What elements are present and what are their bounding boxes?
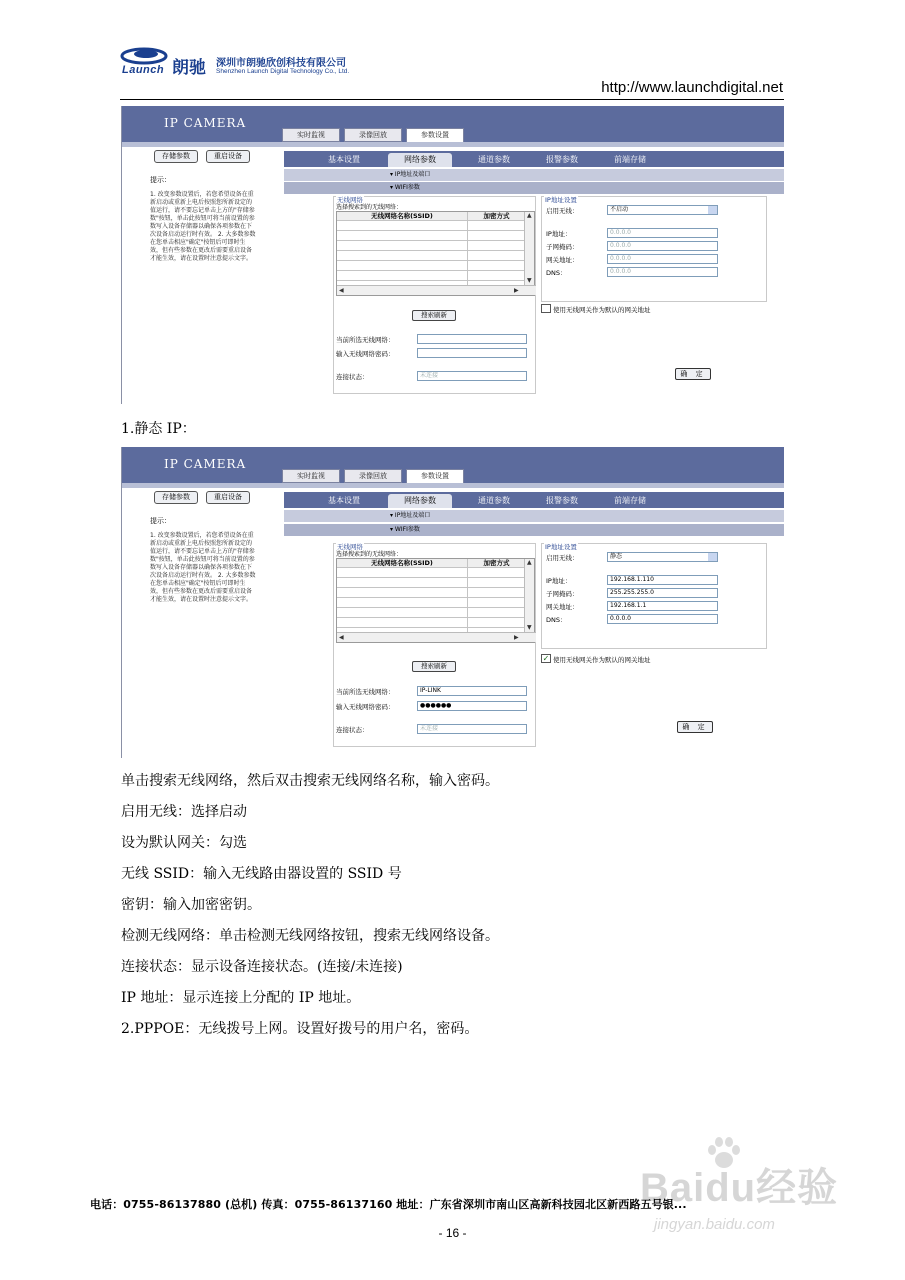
subnet-mask-label: 子网掩码： [546, 590, 579, 598]
wifi-legend: 无线网络 [337, 196, 363, 204]
nav-channel[interactable]: 通道参数 [478, 155, 510, 164]
title-strip [122, 142, 784, 147]
camera-ui-screenshot-2 [121, 447, 784, 758]
hint-text: 1. 改变参数设置后，若您希望设备在重新启动或重新上电后按照您所新设定的值运行，请不要忘记单击上方的"存储参数"按钮，单击此按钮可将当前设置的参数写入设备存储器以确保各项参数在下次设备启动运行时有效。 2. 大多数参数在您单击相应"确定"按钮后可即时生效，但有些参数在更改后需要重启设备才能生效，请在设置时注意提示文字。 [150, 191, 256, 262]
company-name-cn: 深圳市朗驰欣创科技有限公司 [216, 58, 346, 69]
camera-ui-screenshot-1 [121, 106, 784, 404]
ip-settings-group [541, 543, 767, 649]
status-label: 连接状态： [336, 373, 369, 381]
wifi-legend: 无线网络 [337, 543, 363, 551]
dns-label: DNS： [546, 269, 567, 277]
section-wifi[interactable]: ▾ WIFI参数 [284, 524, 784, 536]
watermark-main: Baidu经验 [640, 1166, 839, 1210]
logo-english: Launch [122, 64, 165, 76]
wifi-network-group [333, 196, 536, 394]
enable-wifi-select[interactable]: 不启动 [607, 205, 718, 215]
status-label: 连接状态： [336, 726, 369, 734]
ip-address-label: IP地址： [546, 230, 572, 238]
instruction-line: 连接状态：显示设备连接状态。(连接/未连接) [121, 959, 403, 975]
wifi-list[interactable] [336, 558, 535, 643]
nav-channel[interactable]: 通道参数 [478, 496, 510, 505]
left-panel [150, 491, 280, 604]
camera-title: IP CAMERA [164, 457, 247, 471]
enable-wifi-label: 启用无线： [546, 207, 579, 215]
nav-basic[interactable]: 基本设置 [328, 155, 360, 164]
col-encryption: 加密方式 [468, 559, 525, 567]
ip-address-field[interactable]: 0.0.0.0 [607, 228, 718, 238]
gateway-label: 网关地址： [546, 603, 579, 611]
status-field: 未连接 [417, 724, 527, 734]
reboot-button[interactable]: 重启设备 [206, 150, 250, 163]
current-wifi-field[interactable] [417, 334, 527, 344]
wifi-select-prompt: 选择搜索到的无线网络： [336, 204, 403, 211]
nav-alarm[interactable]: 报警参数 [546, 496, 578, 505]
reboot-button[interactable]: 重启设备 [206, 491, 250, 504]
section-pppoe: 2.PPPOE：无线拨号上网。设置好拨号的用户名，密码。 [121, 1021, 479, 1037]
tab-settings[interactable]: 参数设置 [406, 469, 464, 484]
top-tabs [282, 128, 464, 143]
section-wifi-label: WIFI参数 [394, 526, 420, 533]
instruction-line: 单击搜索无线网络，然后双击搜索无线网络名称，输入密码。 [121, 773, 499, 789]
wifi-list-vscroll[interactable]: ▲ ▼ [524, 212, 534, 285]
save-params-button[interactable]: 存储参数 [154, 491, 198, 504]
nav-storage[interactable]: 前端存储 [614, 496, 646, 505]
gateway-field[interactable]: 192.168.1.1 [607, 601, 718, 611]
ip-address-label: IP地址： [546, 577, 572, 585]
default-gateway-label: 使用无线网关作为默认的网关地址 [553, 656, 651, 664]
section-ip-port-label: IP地址及端口 [394, 171, 431, 178]
section-static-ip: 1.静态 IP： [121, 421, 196, 437]
current-wifi-label: 当前所选无线网络： [336, 336, 395, 344]
top-tabs [282, 469, 464, 484]
default-gateway-checkbox[interactable] [541, 304, 551, 313]
subnet-mask-field[interactable]: 255.255.255.0 [607, 588, 718, 598]
footer-contact: 电话：0755-86137880 (总机) 传真：0755-86137160 地址：广东省深圳市南山区高新科技园北区新西路五号银... [90, 1198, 687, 1211]
wifi-list-hscroll[interactable]: ◀ ▶ [337, 285, 536, 295]
enable-wifi-label: 启用无线： [546, 554, 579, 562]
wifi-password-field[interactable] [417, 348, 527, 358]
hint-title: 提示： [150, 517, 171, 525]
gateway-field[interactable]: 0.0.0.0 [607, 254, 718, 264]
subnet-mask-field[interactable]: 0.0.0.0 [607, 241, 718, 251]
instruction-line: 检测无线网络：单击检测无线网络按钮，搜索无线网络设备。 [121, 928, 499, 944]
col-ssid: 无线网络名称(SSID) [337, 559, 467, 567]
section-ip-port[interactable]: ▾ IP地址及端口 [284, 510, 784, 522]
tab-live-view[interactable]: 实时监视 [282, 128, 340, 142]
dns-field[interactable]: 0.0.0.0 [607, 267, 718, 277]
ip-legend: IP地址设置 [545, 196, 577, 204]
nav-alarm[interactable]: 报警参数 [546, 155, 578, 164]
current-wifi-label: 当前所选无线网络： [336, 688, 395, 696]
dns-field[interactable]: 0.0.0.0 [607, 614, 718, 624]
save-params-button[interactable]: 存储参数 [154, 150, 198, 163]
subnet-mask-label: 子网掩码： [546, 243, 579, 251]
company-logo [120, 44, 360, 80]
tab-live-view[interactable]: 实时监视 [282, 469, 340, 483]
gateway-label: 网关地址： [546, 256, 579, 264]
tab-playback[interactable]: 录像回放 [344, 128, 402, 142]
wifi-list-vscroll[interactable]: ▲ ▼ [524, 559, 534, 632]
settings-nav [284, 151, 784, 167]
current-wifi-field[interactable]: IP-LINK [417, 686, 527, 696]
search-refresh-button[interactable]: 搜索刷新 [412, 661, 456, 672]
launch-swoosh-icon [120, 44, 172, 66]
title-strip [122, 483, 784, 488]
section-ip-port-label: IP地址及端口 [394, 512, 431, 519]
search-refresh-button[interactable]: 搜索刷新 [412, 310, 456, 321]
section-wifi[interactable]: ▾ WIFI参数 [284, 182, 784, 194]
camera-title-bar [122, 106, 784, 142]
ip-settings-group [541, 196, 767, 302]
section-wifi-label: WIFI参数 [394, 184, 420, 191]
header-divider [120, 99, 784, 100]
wifi-network-group [333, 543, 536, 747]
ok-button[interactable]: 确 定 [675, 368, 711, 380]
nav-network[interactable]: 网络参数 [388, 153, 452, 167]
wifi-list-hscroll[interactable]: ◀ ▶ [337, 632, 536, 642]
instruction-line: 设为默认网关：勾选 [121, 835, 247, 851]
ip-address-field[interactable]: 192.168.1.110 [607, 575, 718, 585]
status-field: 未连接 [417, 371, 527, 381]
dns-label: DNS： [546, 616, 567, 624]
ok-button[interactable]: 确 定 [677, 721, 713, 733]
instruction-line: 密钥：输入加密密钥。 [121, 897, 261, 913]
instruction-line: 无线 SSID：输入无线路由器设置的 SSID 号 [121, 866, 402, 882]
company-name-en: Shenzhen Launch Digital Technology Co., Ltd. [216, 68, 350, 75]
default-gateway-label: 使用无线网关作为默认的网关地址 [553, 306, 651, 314]
wifi-select-prompt: 选择搜索到的无线网络： [336, 551, 403, 558]
site-url[interactable]: http://www.launchdigital.net [601, 79, 783, 96]
col-ssid: 无线网络名称(SSID) [337, 212, 467, 220]
wifi-password-label: 输入无线网络密码： [336, 350, 395, 358]
default-gateway-checkbox[interactable]: ✓ [542, 654, 550, 663]
watermark-sub: jingyan.baidu.com [654, 1216, 775, 1233]
camera-title: IP CAMERA [164, 116, 247, 130]
nav-basic[interactable]: 基本设置 [328, 496, 360, 505]
instruction-line: 启用无线：选择启动 [121, 804, 247, 820]
hint-text: 1. 改变参数设置后，若您希望设备在重新启动或重新上电后按照您所新设定的值运行，请不要忘记单击上方的"存储参数"按钮，单击此按钮可将当前设置的参数写入设备存储器以确保各项参数在下次设备启动运行时有效。 2. 大多数参数在您单击相应"确定"按钮后可即时生效，但有些参数在更改后需要重启设备才能生效，请在设置时注意提示文字。 [150, 532, 256, 603]
wifi-password-field[interactable]: ●●●●●● [417, 701, 527, 711]
col-encryption: 加密方式 [468, 212, 525, 220]
section-ip-port[interactable]: ▾ IP地址及端口 [284, 169, 784, 181]
instruction-line: IP 地址：显示连接上分配的 IP 地址。 [121, 990, 361, 1006]
enable-wifi-select[interactable]: 静态 [607, 552, 718, 562]
camera-title-bar [122, 447, 784, 483]
nav-storage[interactable]: 前端存储 [614, 155, 646, 164]
page-number: - 16 - [438, 1226, 467, 1240]
nav-network[interactable]: 网络参数 [388, 494, 452, 508]
tab-playback[interactable]: 录像回放 [344, 469, 402, 483]
wifi-list[interactable] [336, 211, 535, 296]
ip-legend: IP地址设置 [545, 543, 577, 551]
wifi-password-label: 输入无线网络密码： [336, 703, 395, 711]
hint-title: 提示： [150, 176, 171, 184]
settings-nav [284, 492, 784, 508]
logo-chinese: 朗驰 [172, 58, 206, 78]
left-panel [150, 150, 280, 263]
tab-settings[interactable]: 参数设置 [406, 128, 464, 143]
